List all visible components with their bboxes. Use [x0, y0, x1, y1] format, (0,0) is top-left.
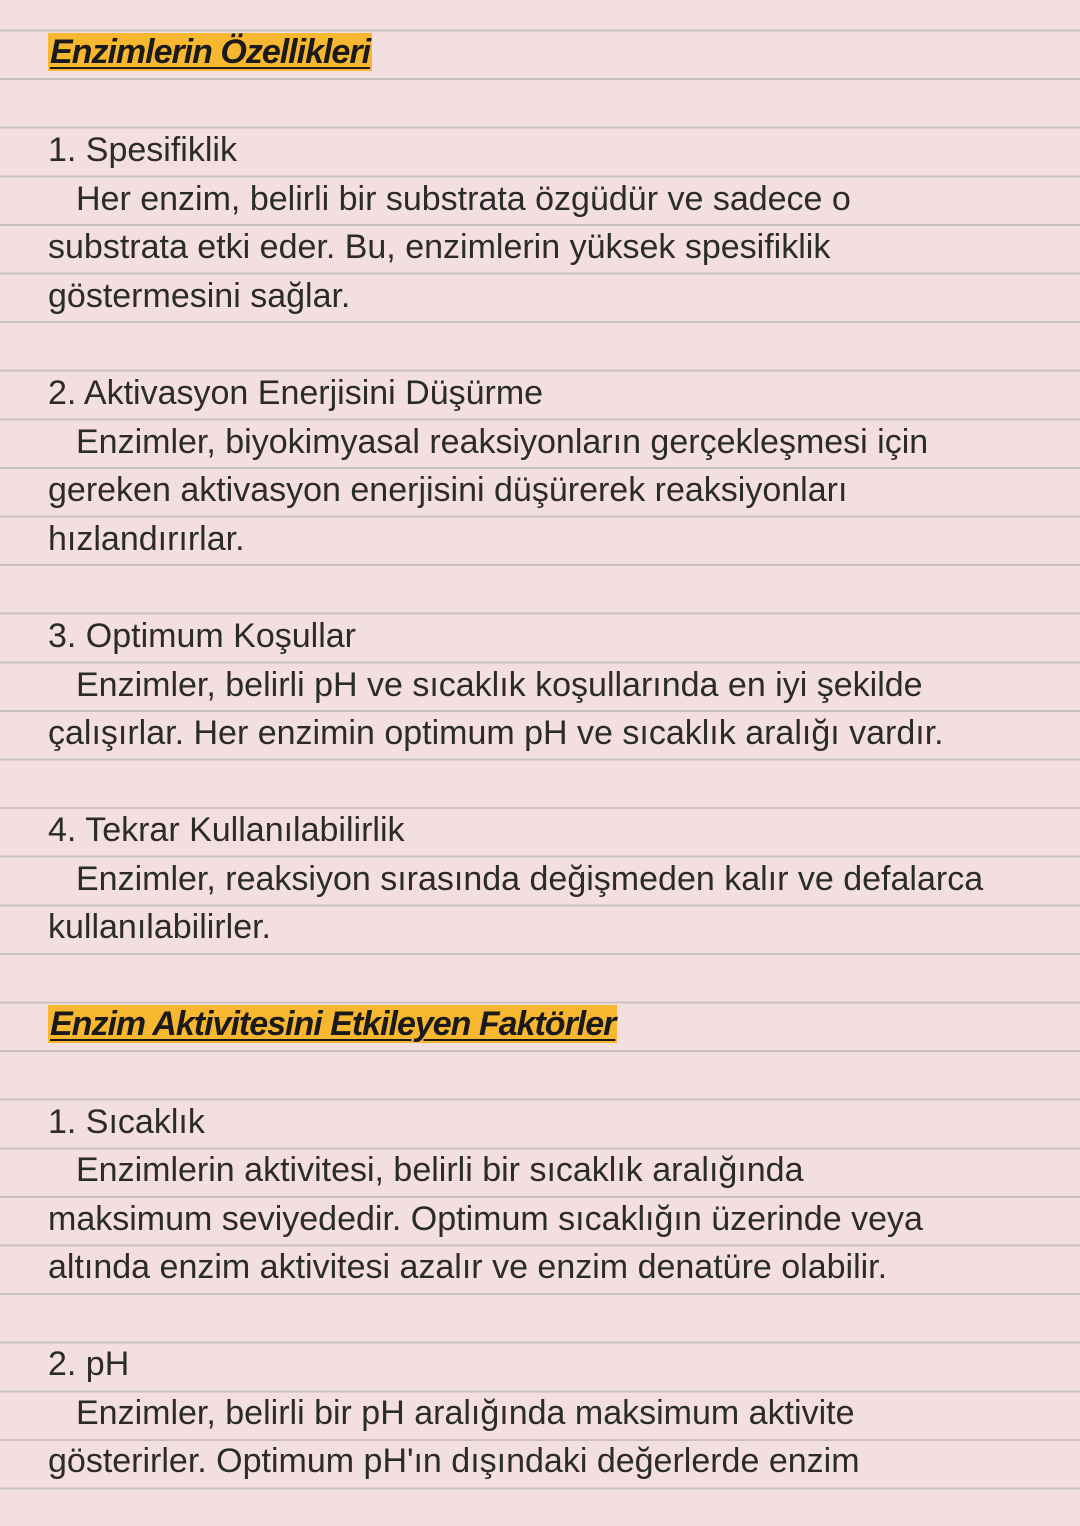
item-heading-specificity: 1. Spesifiklik: [48, 131, 237, 169]
item-text-line: maksimum seviyededir. Optimum sıcaklığın üzerinde veya: [48, 1200, 923, 1238]
item-heading-reusability: 4. Tekrar Kullanılabilirlik: [48, 811, 405, 849]
item-text-line: kullanılabilirler.: [48, 908, 271, 946]
item-text-line: Her enzim, belirli bir substrata özgüdür ve sadece o: [76, 180, 851, 218]
item-text-line: Enzimler, biyokimyasal reaksiyonların gerçekleşmesi için: [76, 423, 929, 461]
item-heading-temperature: 1. Sıcaklık: [48, 1103, 205, 1141]
section-title-enzyme-properties: Enzimlerin Özellikleri: [50, 33, 371, 71]
item-text-line: Enzimler, belirli pH ve sıcaklık koşullarında en iyi şekilde: [76, 666, 923, 704]
item-text-line: Enzimler, belirli bir pH aralığında maksimum aktivite: [76, 1394, 855, 1432]
item-heading-optimum-conditions: 3. Optimum Koşullar: [48, 617, 356, 655]
item-text-line: göstermesini sağlar.: [48, 277, 351, 315]
item-text-line: gösterirler. Optimum pH'ın dışındaki değerlerde enzim: [48, 1442, 860, 1480]
item-text-line: Enzimler, reaksiyon sırasında değişmeden kalır ve defalarca: [76, 860, 984, 898]
section-title-activity-factors: Enzim Aktivitesini Etkileyen Faktörler: [50, 1005, 616, 1043]
item-text-line: Enzimlerin aktivitesi, belirli bir sıcaklık aralığında: [76, 1151, 804, 1189]
item-heading-activation-energy: 2. Aktivasyon Enerjisini Düşürme: [48, 374, 544, 412]
item-text-line: substrata etki eder. Bu, enzimlerin yüksek spesifiklik: [48, 228, 831, 266]
item-text-line: gereken aktivasyon enerjisini düşürerek reaksiyonları: [48, 471, 848, 509]
item-text-line: hızlandırırlar.: [48, 520, 245, 558]
item-text-line: altında enzim aktivitesi azalır ve enzim denatüre olabilir.: [48, 1248, 888, 1286]
item-heading-ph: 2. pH: [48, 1345, 130, 1383]
item-text-line: çalışırlar. Her enzimin optimum pH ve sıcaklık aralığı vardır.: [48, 714, 944, 752]
